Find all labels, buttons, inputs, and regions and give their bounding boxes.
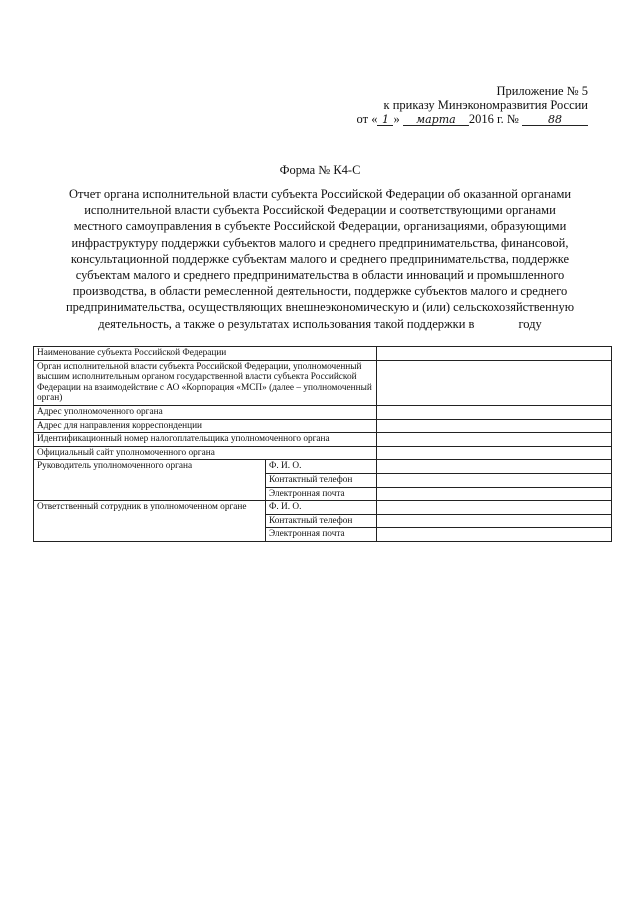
report-title-last-start: деятельность, а также о результатах использования такой поддержки в (98, 316, 475, 331)
inn-value[interactable] (377, 433, 612, 447)
order-month: марта (403, 113, 469, 126)
region-name-value[interactable] (377, 347, 612, 361)
report-title-line: местного самоуправления в субъекте Российской Федерации, организациями, образующими (73, 219, 567, 234)
table-row (34, 419, 612, 433)
responsible-phone-value[interactable] (377, 514, 612, 528)
appendix-number: Приложение № 5 (496, 84, 588, 98)
table-row (34, 347, 612, 361)
report-title-last-line (52, 316, 588, 332)
report-title (52, 186, 588, 332)
correspondence-address-value[interactable] (377, 419, 612, 433)
head-phone-label: Контактный телефон (266, 473, 377, 487)
region-name-label: Наименование субъекта Российской Федерации (34, 347, 377, 361)
responsible-phone-label: Контактный телефон (266, 514, 377, 528)
address-value[interactable] (377, 405, 612, 419)
report-title-line: исполнительной власти субъекта Российской Федерации и соответствующими органами (84, 203, 556, 218)
order-date-line (357, 112, 588, 126)
website-value[interactable] (377, 446, 612, 460)
head-phone-value[interactable] (377, 473, 612, 487)
form-title: Форма № К4-С (279, 163, 361, 177)
table-row (34, 446, 612, 460)
head-name-label: Ф. И. О. (266, 460, 377, 474)
report-title-line: Отчет органа исполнительной власти субъекта Российской Федерации об оказанной органами (68, 187, 572, 201)
table-row (34, 433, 612, 447)
date-prefix: от « (356, 112, 378, 126)
report-title-line: консультационной поддержке субъектам малого и среднего предпринимательства, поддержке (70, 251, 570, 266)
authorized-body-label: Орган исполнительной власти субъекта Российской Федерации, уполномоченный высшим исполнительным органом государственной власти субъекта Российской Федерации на взаимодействие с АО «Корпорация «МСП» (далее – уполномоченный орган) (34, 360, 377, 405)
inn-label: Идентификационный номер налогоплательщика уполномоченного органа (34, 433, 377, 447)
appendix-header (357, 84, 588, 126)
table-row (34, 460, 612, 474)
table-row (34, 501, 612, 515)
form-table (33, 346, 612, 542)
responsible-email-label: Электронная почта (266, 528, 377, 542)
report-title-line: субъектам малого и среднего предпринимательства в области инноваций и промышленного (75, 268, 565, 283)
table-row (34, 360, 612, 405)
order-day: 1 (377, 113, 393, 126)
order-reference: к приказу Минэкономразвития России (383, 98, 588, 112)
address-label: Адрес уполномоченного органа (34, 405, 377, 419)
order-year: 2016 г. № (468, 112, 519, 126)
responsible-label: Ответственный сотрудник в уполномоченном органе (34, 501, 266, 542)
head-email-value[interactable] (377, 487, 612, 501)
head-email-label: Электронная почта (266, 487, 377, 501)
report-title-line: производства, в области ремесленной деятельности, поддержке субъектов малого и среднего (72, 284, 568, 299)
website-label: Официальный сайт уполномоченного органа (34, 446, 377, 460)
order-number: 88 (522, 113, 588, 126)
table-row (34, 405, 612, 419)
head-name-value[interactable] (377, 460, 612, 474)
report-title-last-end: году (518, 316, 542, 331)
authorized-body-value[interactable] (377, 360, 612, 405)
report-title-line: инфраструктуру поддержки субъектов малого и среднего предпринимательства, финансовой, (71, 235, 569, 250)
date-mid: » (393, 112, 400, 126)
responsible-email-value[interactable] (377, 528, 612, 542)
report-title-line: предпринимательства, осуществляющих внешнеэкономическую и (или) сельскохозяйственную (65, 300, 575, 315)
correspondence-address-label: Адрес для направления корреспонденции (34, 419, 377, 433)
responsible-name-label: Ф. И. О. (266, 501, 377, 515)
head-label: Руководитель уполномоченного органа (34, 460, 266, 501)
responsible-name-value[interactable] (377, 501, 612, 515)
